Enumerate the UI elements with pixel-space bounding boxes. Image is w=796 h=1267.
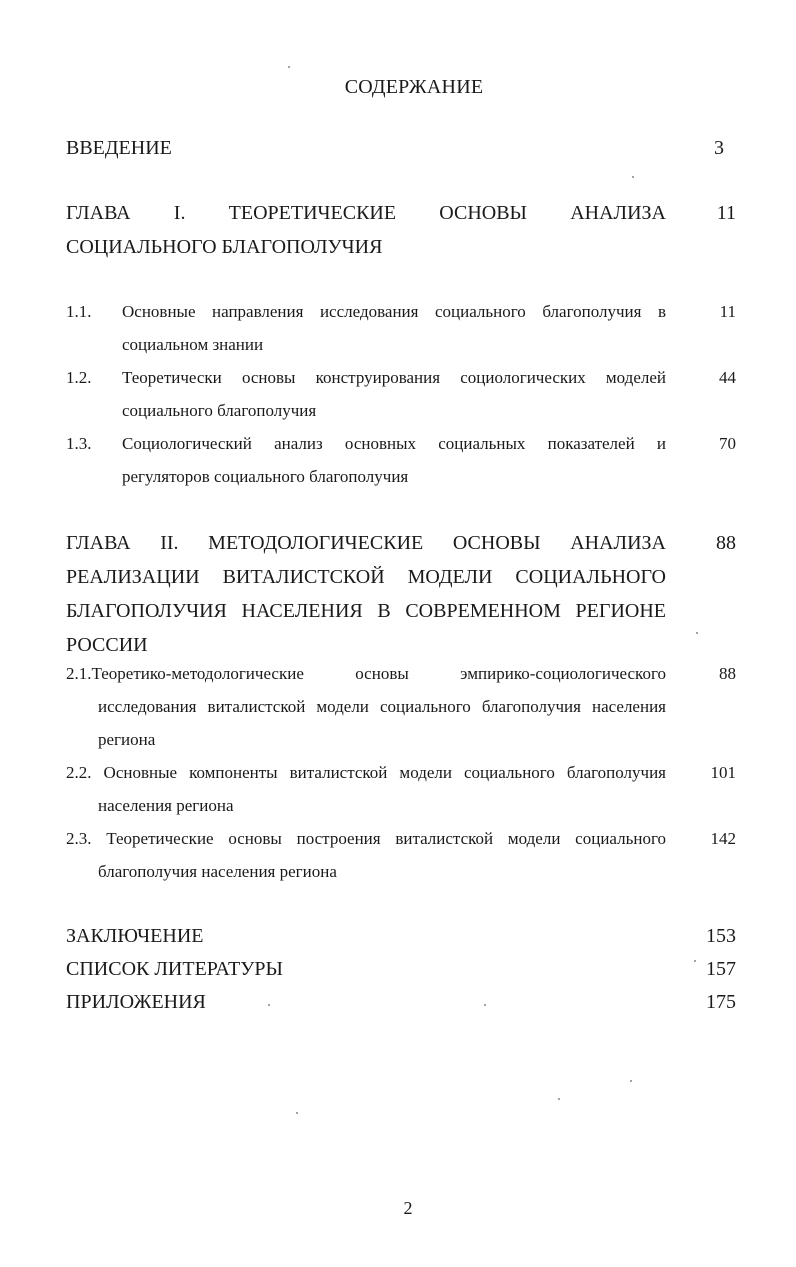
toc-entry-page: 101 — [710, 763, 736, 782]
scan-speck — [484, 1004, 486, 1006]
scan-speck — [288, 66, 290, 68]
scan-speck — [694, 960, 696, 962]
toc-entry-label: ВВЕДЕНИЕ — [66, 137, 172, 159]
toc-entry-label: Социологический анализ основных социальных показателей и регуляторов социального благополучия — [122, 434, 666, 486]
toc-section-number: 1.3. — [66, 434, 92, 453]
toc-entry-chapter-2[interactable] — [66, 526, 736, 656]
scan-speck — [268, 1004, 270, 1006]
toc-entry-label: ГЛАВА II. МЕТОДОЛОГИЧЕСКИЕ ОСНОВЫ АНАЛИЗА РЕАЛИЗАЦИИ ВИТАЛИСТСКОЙ МОДЕЛИ СОЦИАЛЬНОГО БЛАГОПОЛУЧИЯ НАСЕЛЕНИЯ В СОВРЕМЕННОМ РЕГИОНЕ РОССИИ — [66, 532, 666, 656]
scan-speck — [558, 1098, 560, 1100]
toc-entry-intro[interactable] — [66, 132, 736, 166]
scan-speck — [296, 1112, 298, 1114]
toc-entry-page: 11 — [716, 202, 736, 224]
toc-entry-section-2-1[interactable] — [66, 657, 736, 756]
toc-entry-page: 142 — [710, 829, 736, 848]
toc-entry-references[interactable] — [66, 953, 736, 986]
toc-entry-page: 44 — [719, 368, 736, 387]
toc-entry-label: Основные направления исследования социального благополучия в социальном знании — [122, 302, 666, 354]
toc-entry-page: 88 — [716, 532, 736, 554]
toc-entry-conclusion[interactable] — [66, 920, 736, 953]
toc-entry-appendices[interactable] — [66, 986, 736, 1019]
toc-entry-page: 153 — [706, 925, 736, 947]
toc-entry-label: СПИСОК ЛИТЕРАТУРЫ — [66, 958, 283, 980]
toc-section-number: 1.1. — [66, 302, 92, 321]
toc-entry-page: 70 — [719, 434, 736, 453]
toc-entry-label: 2.2. Основные компоненты виталистской модели социального благополучия населения региона — [66, 763, 666, 815]
scan-speck — [630, 1080, 632, 1082]
toc-entry-section-1-3[interactable] — [66, 427, 736, 493]
toc-entry-section-2-3[interactable] — [66, 822, 736, 888]
toc-entry-label: 2.3. Теоретические основы построения виталистской модели социального благополучия населения региона — [66, 829, 666, 881]
toc-entry-label: 2.1.Теоретико-методологические основы эмпирико-социологического исследования виталистской модели социального благополучия населения региона — [66, 664, 666, 749]
toc-entry-label: Теоретически основы конструирования социологических моделей социального благополучия — [122, 368, 666, 420]
toc-entry-chapter-1[interactable] — [66, 196, 736, 266]
page-number: 2 — [403, 1198, 413, 1218]
toc-entry-page: 88 — [719, 664, 736, 683]
toc-entry-page: 11 — [719, 302, 736, 321]
toc-entry-label: ЗАКЛЮЧЕНИЕ — [66, 925, 204, 947]
toc-entry-section-1-2[interactable] — [66, 361, 736, 427]
toc-section-number: 1.2. — [66, 368, 92, 387]
toc-entry-page: 175 — [706, 991, 736, 1013]
toc-entry-section-2-2[interactable] — [66, 756, 736, 822]
toc-entry-section-1-1[interactable] — [66, 295, 736, 361]
toc-entry-label: ПРИЛОЖЕНИЯ — [66, 991, 206, 1013]
page-title: СОДЕРЖАНИЕ — [344, 76, 484, 98]
scan-speck — [632, 176, 634, 178]
toc-entry-page: 3 — [714, 137, 724, 159]
toc-entry-page: 157 — [706, 958, 736, 980]
toc-entry-label: ГЛАВА I. ТЕОРЕТИЧЕСКИЕ ОСНОВЫ АНАЛИЗА СОЦИАЛЬНОГО БЛАГОПОЛУЧИЯ — [66, 202, 666, 258]
scan-speck — [696, 632, 698, 634]
